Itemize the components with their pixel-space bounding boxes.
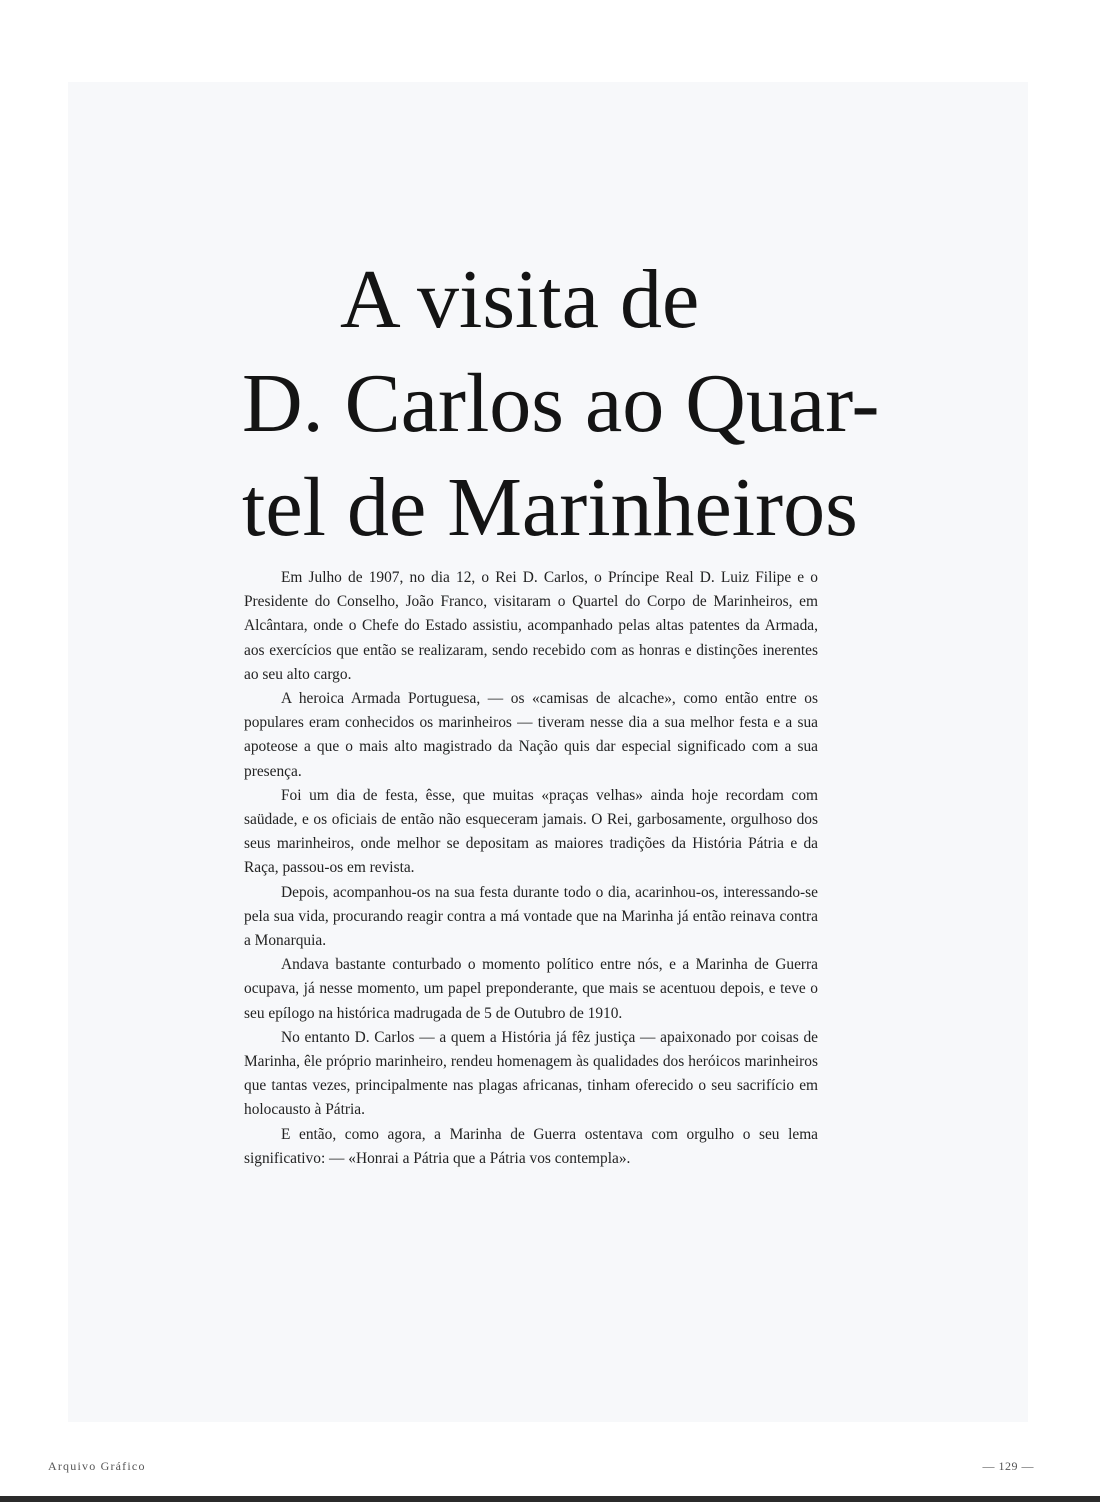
- article-title: [230, 248, 880, 560]
- title-line-2: D. Carlos ao Quar-: [242, 357, 880, 450]
- paragraph-3: Foi um dia de festa, êsse, que muitas «praças velhas» ainda hoje recordam com saüdade, e os oficiais de então não esqueceram jamais. O Rei, garbosamente, orgulhoso dos seus marinheiros, onde melhor se depositam as maiores tradições da História Pátria e da Raça, passou-os em revista.: [244, 786, 818, 877]
- paragraph-1: Em Julho de 1907, no dia 12, o Rei D. Carlos, o Príncipe Real D. Luiz Filipe e o Presidente do Conselho, João Franco, visitaram o Quartel do Corpo de Marinheiros, em Alcântara, onde o Chefe do Estado assistiu, acompanhado pelas altas patentes da Armada, aos exercícios que então se realizaram, sendo recebido com as honras e distinções inerentes ao seu alto cargo.: [244, 569, 818, 683]
- paragraph-7: E então, como agora, a Marinha de Guerra ostentava com orgulho o seu lema significativo: — «Honrai a Pátria que a Pátria vos contempla».: [244, 1125, 818, 1167]
- publication-name: Arquivo Gráfico: [48, 1459, 146, 1473]
- page-number: — 129 —: [982, 1459, 1034, 1473]
- title-line-1: A visita de: [340, 253, 700, 346]
- paragraph-2: A heroica Armada Portuguesa, — os «camisas de alcache», como então entre os populares eram conhecidos os marinheiros — tiveram nesse dia a sua melhor festa e a sua apoteose a que o mais alto magistrado da Nação quis dar especial significado com a sua presença.: [244, 690, 818, 780]
- bottom-edge-rule: [0, 1496, 1100, 1502]
- paragraph-4: Depois, acompanhou-os na sua festa durante todo o dia, acarinhou-os, interessando-se pela sua vida, procurando reagir contra a má vontade que na Marinha já então reinava contra a Monarquia.: [244, 883, 818, 950]
- title-line-3: tel de Marinheiros: [242, 461, 858, 554]
- paragraph-5: Andava bastante conturbado o momento político entre nós, e a Marinha de Guerra ocupava, já nesse momento, um papel preponderante, que mais se acentuou depois, e teve o seu epílogo na histórica madrugada de 5 de Outubro de 1910.: [244, 956, 818, 1022]
- paragraph-6: No entanto D. Carlos — a quem a História já fêz justiça — apaixonado por coisas de Marinha, êle próprio marinheiro, rendeu homenagem às qualidades dos heróicos marinheiros que tantas vezes, principalmente nas plagas africanas, tinham oferecido o seu sacrifício em holocausto à Pátria.: [244, 1028, 818, 1119]
- article-body: [244, 566, 818, 1171]
